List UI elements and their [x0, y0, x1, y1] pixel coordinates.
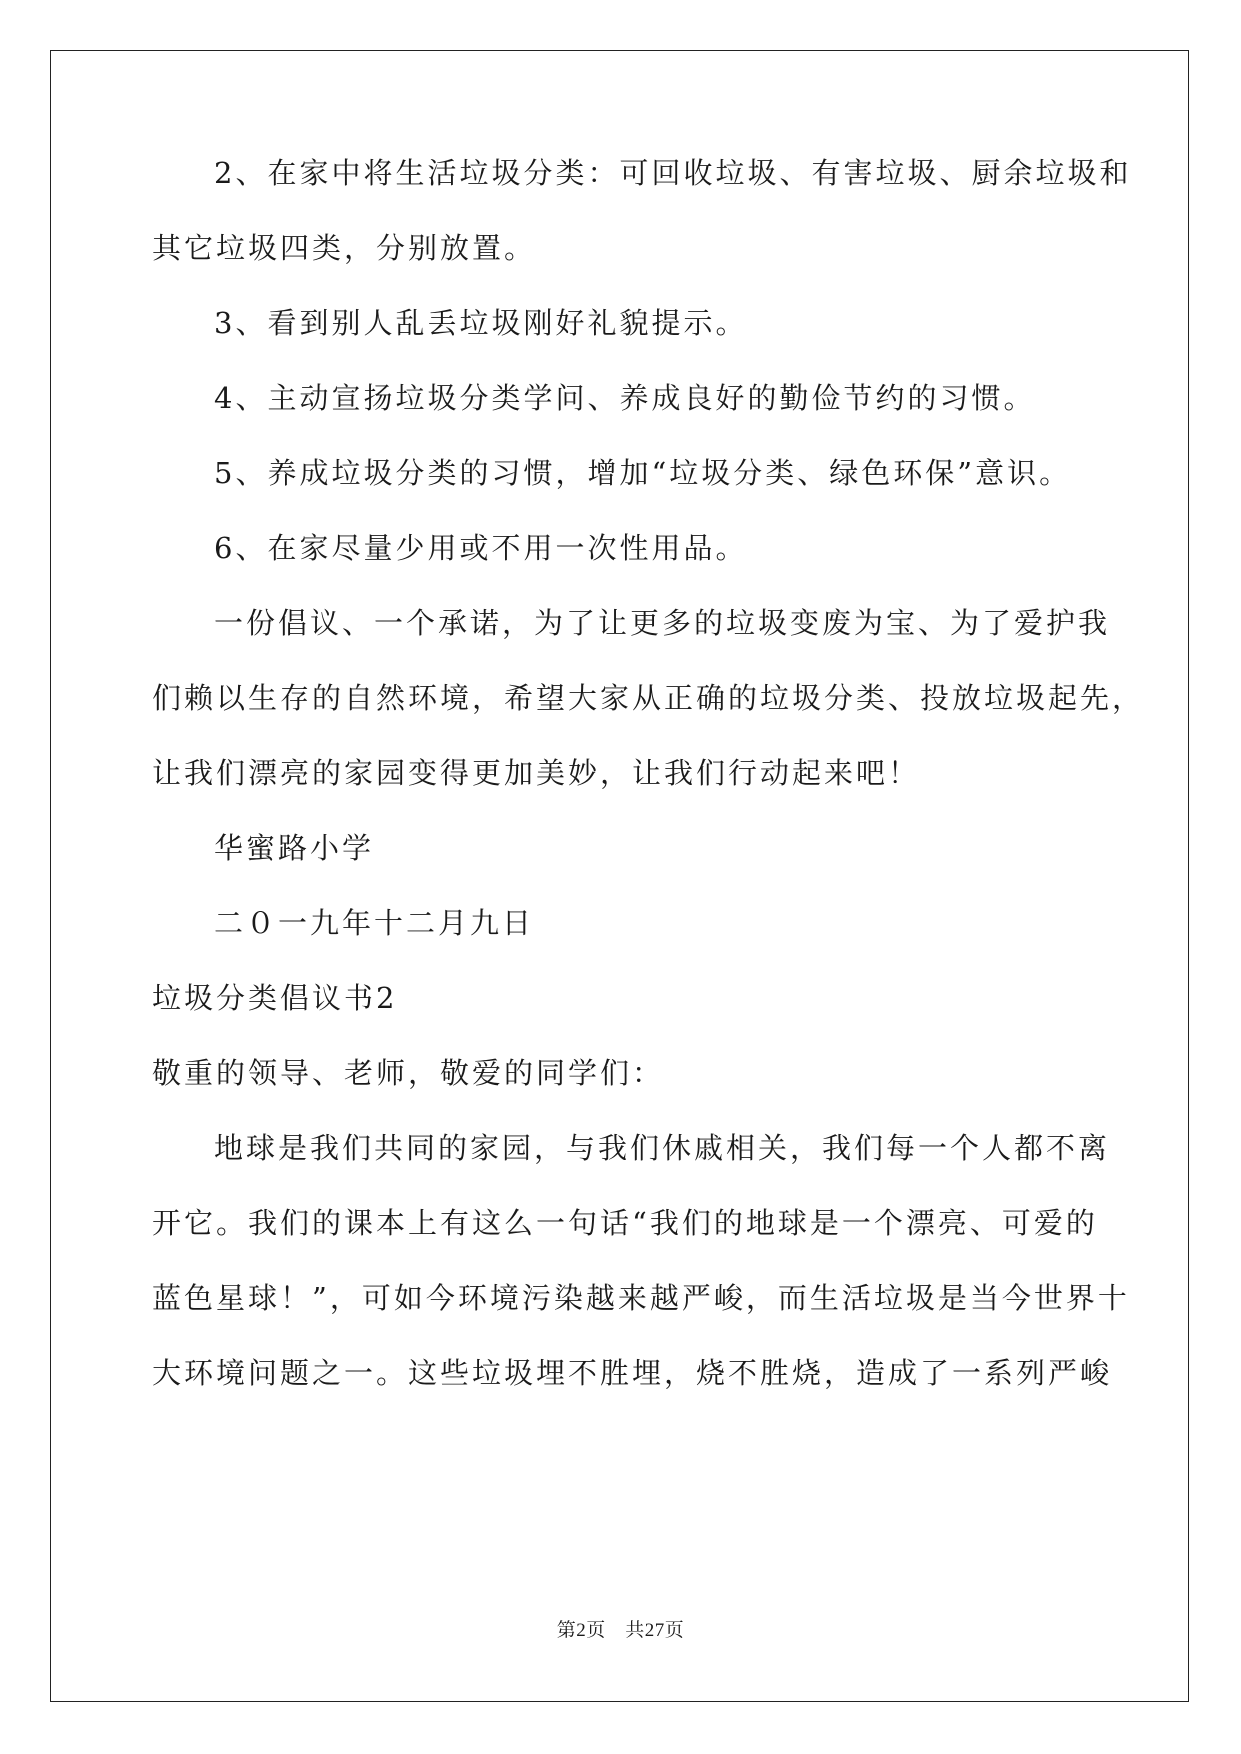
paragraph-line: 5、养成垃圾分类的习惯，增加“垃圾分类、绿色环保”意识。: [214, 456, 1072, 490]
paragraph-line: 一份倡议、一个承诺，为了让更多的垃圾变废为宝、为了爱护我: [214, 606, 1111, 640]
salutation: 敬重的领导、老师，敬爱的同学们：: [152, 1056, 665, 1090]
paragraph-line: 开它。我们的课本上有这么一句话“我们的地球是一个漂亮、可爱的: [152, 1206, 1098, 1240]
paragraph-line: 3、看到别人乱丢垃圾刚好礼貌提示。: [214, 306, 748, 340]
paragraph-line: 们赖以生存的自然环境，希望大家从正确的垃圾分类、投放垃圾起先，: [152, 681, 1145, 715]
section-heading: 垃圾分类倡议书2: [152, 981, 398, 1015]
page-number-footer: 第2页 共27页: [556, 1620, 685, 1641]
signature-school: 华蜜路小学: [214, 831, 375, 865]
paragraph-line: 地球是我们共同的家园，与我们休戚相关，我们每一个人都不离: [214, 1131, 1111, 1165]
paragraph-line: 其它垃圾四类，分别放置。: [152, 231, 537, 265]
signature-date: 二０一九年十二月九日: [214, 906, 535, 940]
paragraph-line: 大环境问题之一。这些垃圾埋不胜埋，烧不胜烧，造成了一系列严峻: [152, 1356, 1113, 1390]
paragraph-line: 6、在家尽量少用或不用一次性用品。: [214, 531, 748, 565]
paragraph-line: 2、在家中将生活垃圾分类：可回收垃圾、有害垃圾、厨余垃圾和: [214, 156, 1132, 190]
page-border: [50, 50, 1189, 1702]
paragraph-line: 蓝色星球！”，可如今环境污染越来越严峻，而生活垃圾是当今世界十: [152, 1281, 1130, 1315]
paragraph-line: 4、主动宣扬垃圾分类学问、养成良好的勤俭节约的习惯。: [214, 381, 1036, 415]
paragraph-line: 让我们漂亮的家园变得更加美妙，让我们行动起来吧！: [152, 756, 921, 790]
